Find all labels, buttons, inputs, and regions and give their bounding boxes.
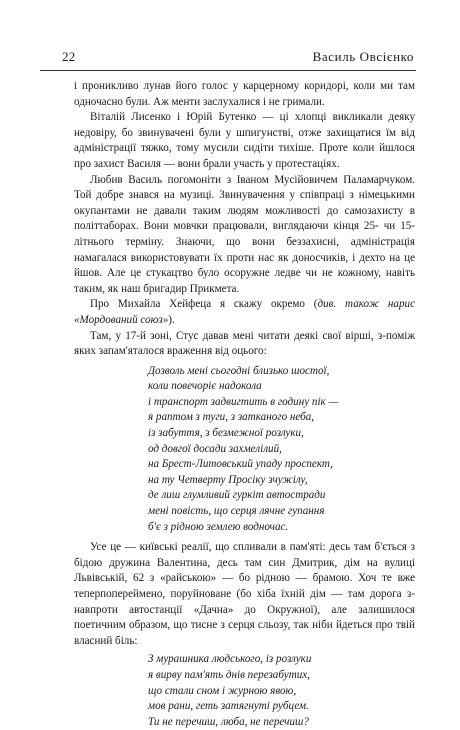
poem-line: я раптом з туги, з затканого неба, [148,411,315,424]
paragraph-1: і проникливо лунав його голос у карцерному коридорі, коли ми там одночасно були. Аж менти заслухалися і не гримали. [74,80,415,108]
paragraph-3: Любив Василь погомоніти з Іваном Мусійовичем Паламарчуком. Той добре знався на музиці. Звинувачення у співпраці з німецькими окупантами не давали таким людям можливості до самозахисту в політтаборах. Вони мовчки працювали, виглядаючи кінця 25- чи 15-літнього терміну. Знаючи, що вони беззахисні, адміністрація намагалася використовувати їх проти нас як доносчиків, і дехто на це йшов. Але це стукацтво було осоружне ледве чи не кожному, навіть таким, як наш бригадир Прикмета. [74,173,415,295]
poem-line: Дозволь мені сьогодні близько шостої, [148,364,330,377]
paragraph-6: Усе це — київські реалії, що спливали в пам'яті: десь там б'ється з бідою дружина Валентина, десь там син Дмитрик, дім на вулиці Львівській, 62 з «райською» — бо рідною — брамою. Хоч те вже теперпопереймено, поруйноване (бо хіба їхній дім — там дорога з-навпроти автостанції «Дачна» до Окружної), але залишилося поетичним образом, що тисне з серця сльозу, так ніби йдеться про твій власний біль: [74,541,415,647]
paragraph-5: Там, у 17-й зоні, Стус давав мені читати деякі свої вірші, з-поміж яких запам'яталося враження від оцього: [74,329,415,358]
poem-line: мені повість, що серця лячне гупання [148,505,325,518]
page-number: 22 [62,49,76,64]
poem-line: на ту Четверту Просіку зчужілу, [148,473,308,486]
poem-line: Ти не перечиш, люба, не перечиш? [148,715,309,728]
poem-line: б'є з рідною землею водночас. [148,520,289,533]
poem-line: коли повечоріє надокола [148,380,262,393]
paragraph-4-reference: див. також нарис «Мордований союз» [74,298,415,326]
paragraph-2: Віталій Лисенко і Юрій Бутенко — ці хлопці викликали деяку недовіру, бо звинувачені були у шпигунстві, отже захищатися їм від адміністрації тяжко, тому мусили сидіти тихіше. Проте коли йшлося про захист Василя — вони брали участь у протестаціях. [74,111,415,170]
paragraph-4 [74,297,415,328]
poem-line: із забуття, з безмежної розлуки, [148,427,304,440]
poem-line: од довгої досади захмелілий, [148,442,282,455]
poem-line: що стали сном і журною явою, [148,684,297,697]
poem-line: і транспорт задвигтить в годину пік — [148,395,339,408]
poem-line: мов рани, геть затягнуті рубцем. [148,700,309,713]
poem-line: на Брест-Литовський упаду проспект, [148,458,333,471]
paragraph-4-text: Про Михайла Хейфеца я скажу окремо ( [90,298,318,311]
poem-line: я вирву пам'ять днів перезабутих, [148,668,310,681]
header-rule [40,70,416,71]
running-head-author: Василь Овсієнко [312,49,414,64]
page-body [74,79,415,730]
paragraph-4-end: ). [168,313,175,326]
poem-line: З мурашника людського, із розлуки [148,653,312,666]
poem-block-1 [148,364,415,536]
poem-block-2 [148,652,415,730]
poem-line: де лиш глумливий гуркіт автостради [148,489,326,502]
